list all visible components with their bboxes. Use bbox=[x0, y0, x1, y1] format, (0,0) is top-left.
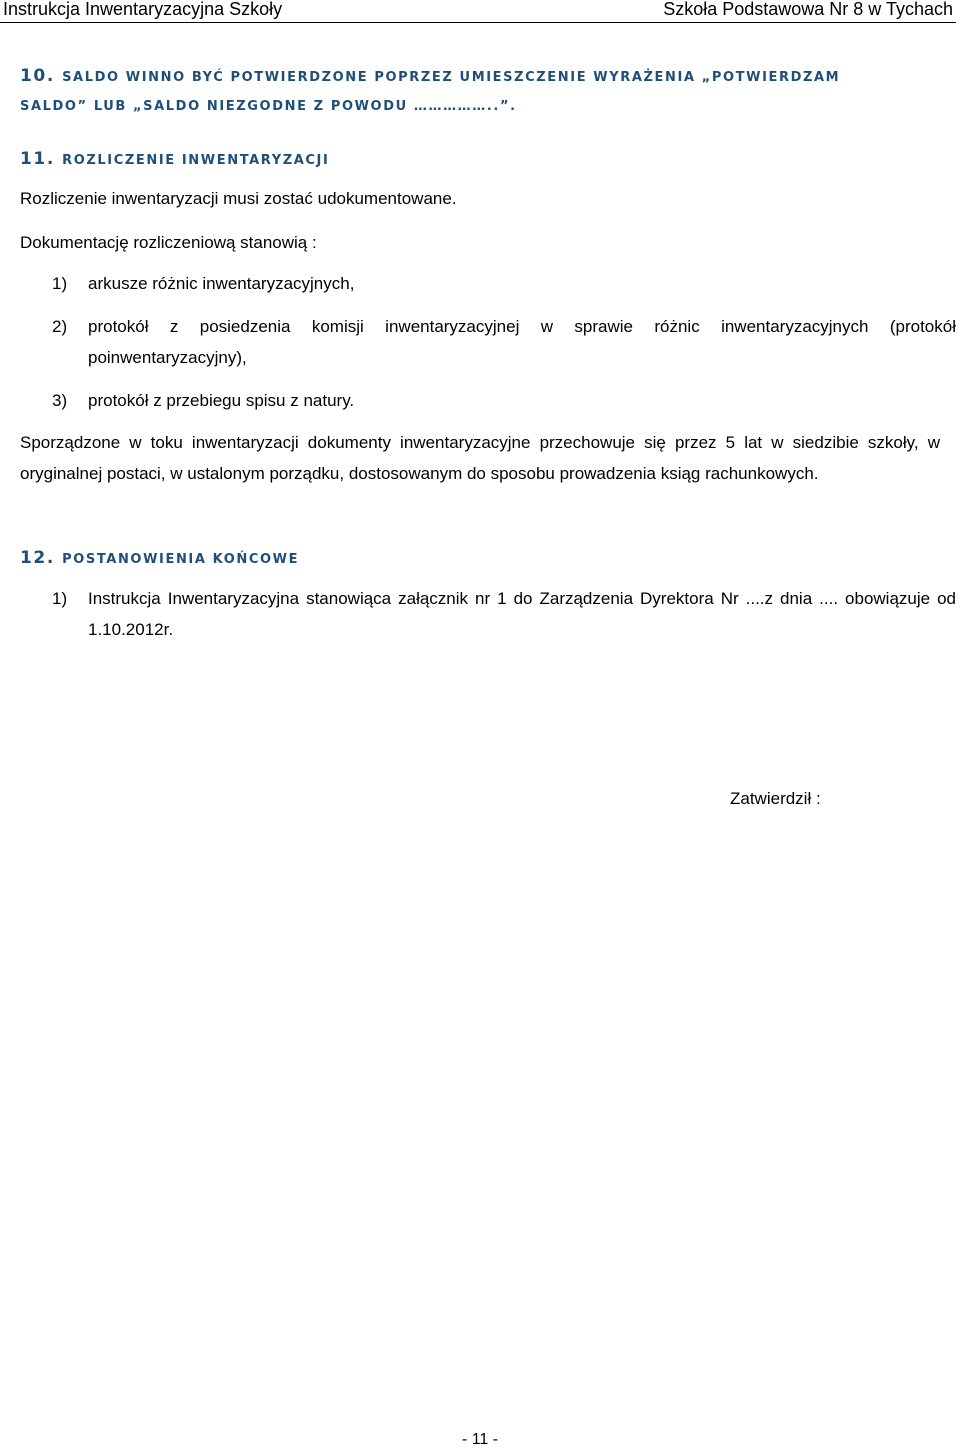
header-document-title: Instrukcja Inwentaryzacyjna Szkoły bbox=[3, 0, 283, 19]
list-item-number: 1) bbox=[52, 274, 68, 293]
section-11-heading bbox=[20, 145, 940, 175]
list-item-number: 1) bbox=[52, 589, 68, 608]
section-11-number: 11. bbox=[20, 149, 55, 169]
section-10-number: 10. bbox=[20, 66, 55, 86]
section-11-docs-intro: Dokumentację rozliczeniową stanowią : bbox=[20, 233, 317, 252]
list-item-number: 2) bbox=[52, 317, 68, 336]
section-12-number: 12. bbox=[20, 548, 55, 568]
page-number: - 11 - bbox=[461, 1431, 499, 1448]
section-10-heading-line2 bbox=[20, 91, 940, 121]
section-11-title: ROZLICZENIE INWENTARYZACJI bbox=[62, 153, 330, 168]
list-item-text: protokół z przebiegu spisu z natury. bbox=[88, 391, 355, 410]
header-school-name: Szkoła Podstawowa Nr 8 w Tychach bbox=[663, 0, 953, 19]
section-11-storage-paragraph: Sporządzone w toku inwentaryzacji dokumenty inwentaryzacyjne przechowuje się przez 5 lat w siedzibie szkoły, w oryginalnej postaci, w ustalonym porządku, dostosowanym do sposobu prowadzenia ksiąg rachunkowych. bbox=[20, 433, 940, 483]
page-header bbox=[0, 0, 956, 23]
list-item-text: arkusze różnic inwentaryzacyjnych, bbox=[88, 274, 355, 293]
section-10-heading bbox=[20, 62, 940, 92]
section-12-heading bbox=[20, 544, 940, 574]
list-item-text: Instrukcja Inwentaryzacyjna stanowiąca załącznik nr 1 do Zarządzenia Dyrektora Nr ....z dnia .... obowiązuje od 1.10.2012r. bbox=[88, 589, 956, 639]
section-12-title: POSTANOWIENIA KOŃCOWE bbox=[62, 552, 300, 567]
list-item-number: 3) bbox=[52, 391, 68, 410]
section-10-title-line2: SALDO” LUB „SALDO NIEZGODNE Z POWODU ……………..”. bbox=[20, 99, 517, 114]
section-11-intro: Rozliczenie inwentaryzacji musi zostać udokumentowane. bbox=[20, 189, 457, 208]
section-10-title-line1: SALDO WINNO BYĆ POTWIERDZONE POPRZEZ UMIESZCZENIE WYRAŻENIA „POTWIERDZAM bbox=[62, 70, 841, 85]
list-item-text: protokół z posiedzenia komisji inwentaryzacyjnej w sprawie różnic inwentaryzacyjnych (protokół poinwentaryzacyjny), bbox=[88, 317, 956, 367]
signature-label: Zatwierdził : bbox=[730, 789, 821, 808]
